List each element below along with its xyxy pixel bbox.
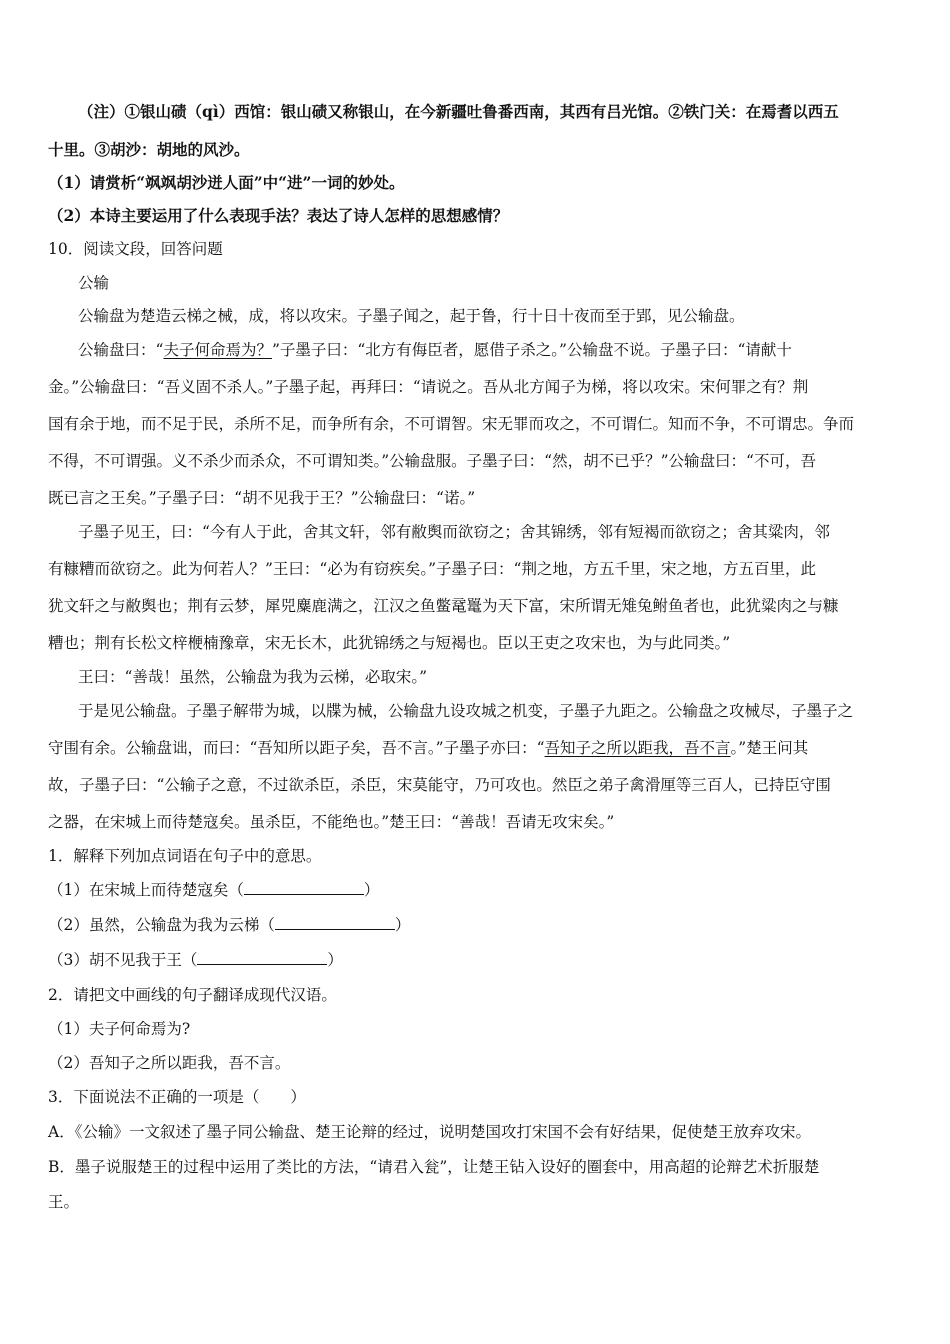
text-span: （1）在宋城上而待楚寇矣（ <box>48 881 244 899</box>
passage-paragraph-5-line-2 <box>48 737 808 759</box>
option-b-line-2[interactable]: 王。 <box>48 1193 80 1211</box>
note-line-1: （注）①银山碛（qì）西馆：银山碛又称银山，在今新疆吐鲁番西南，其西有吕光馆。②铁门关：在焉耆以西五 <box>78 102 839 121</box>
text-span: ） <box>363 881 380 899</box>
sub-question-1-item-2 <box>48 914 410 936</box>
answer-blank[interactable] <box>244 879 364 895</box>
passage-paragraph-2-line-4: 不得，不可谓强。义不杀少而杀众，不可谓知类。”公输盘服。子墨子曰：“然，胡不已乎？”公输盘曰：“不可，吾 <box>48 452 816 470</box>
passage-paragraph-3-line-1: 子墨子见王，曰：“今有人于此，舍其文轩，邻有敝舆而欲窃之；舍其锦绣，邻有短褐而欲窃之；舍其粱肉，邻 <box>78 523 830 541</box>
option-b-line-1[interactable]: B．墨子说服楚王的过程中运用了类比的方法，“请君入瓮”，让楚王钻入设好的圈套中，用高超的论辩艺术折服楚 <box>48 1158 820 1176</box>
text-span: ”子墨子曰：“北方有侮臣者，愿借子杀之。”公输盘不说。子墨子曰：“请献十 <box>271 341 792 359</box>
sub-question-2-item-1: （1）夫子何命焉为? <box>48 1020 191 1038</box>
text-span: （3）胡不见我于王（ <box>48 951 198 969</box>
sub-question-1-item-1 <box>48 879 379 901</box>
text-span: 守围有余。公输盘诎，而曰：“吾知所以距子矣，吾不言。”子墨子亦曰：“ <box>48 739 545 757</box>
text-span: 公输盘曰：“ <box>78 341 164 359</box>
passage-paragraph-2-line-3: 国有余于地，而不足于民，杀所不足，而争所有余，不可谓智。宋无罪而攻之，不可谓仁。知而不争，不可谓忠。争而 <box>48 415 855 433</box>
passage-title: 公输 <box>78 274 110 292</box>
underlined-sentence-1: 夫子何命焉为？ <box>163 341 272 359</box>
sub-question-2-item-2: （2）吾知子之所以距我，吾不言。 <box>48 1054 291 1072</box>
sub-question-1-item-3 <box>48 949 343 971</box>
underlined-sentence-2: 吾知子之所以距我，吾不言 <box>544 739 731 757</box>
passage-paragraph-5-line-3: 故，子墨子曰：“公输子之意，不过欲杀臣，杀臣，宋莫能守，乃可攻也。然臣之弟子禽滑厘等三百人，已持臣守围 <box>48 776 831 794</box>
passage-paragraph-3-line-2: 有糠糟而欲窃之。此为何若人？”王曰：“必为有窃疾矣。”子墨子曰：“荆之地，方五千里，宋之地，方五百里，此 <box>48 560 816 578</box>
poem-question-1: （1）请赏析“飒飒胡沙迸人面”中“进”一词的妙处。 <box>48 173 405 192</box>
passage-paragraph-5-line-1: 于是见公输盘。子墨子解带为城，以牒为械，公输盘九设攻城之机变，子墨子九距之。公输盘之攻械尽，子墨子之 <box>78 702 854 720</box>
passage-paragraph-2-line-1 <box>78 339 792 361</box>
passage-paragraph-5-line-4: 之器，在宋城上而待楚寇矣。虽杀臣，不能绝也。”楚王曰：“善哉！吾请无攻宋矣。” <box>48 813 615 831</box>
passage-paragraph-1: 公输盘为楚造云梯之械，成，将以攻宋。子墨子闻之，起于鲁，行十日十夜而至于郢，见公输盘。 <box>78 307 745 325</box>
answer-blank[interactable] <box>197 949 327 965</box>
option-a[interactable]: A．《公输》一文叙述了墨子同公输盘、楚王论辩的经过，说明楚国攻打宋国不会有好结果，促使楚王放弃攻宋。 <box>48 1123 811 1141</box>
text-span: （2）虽然，公输盘为我为云梯（ <box>48 916 275 934</box>
passage-paragraph-4: 王曰：“善哉！虽然，公输盘为我为云梯，必取宋。” <box>78 668 428 686</box>
text-span: 。”楚王问其 <box>730 739 809 757</box>
passage-paragraph-2-line-2: 金。”公输盘曰：“吾义固不杀人。”子墨子起，再拜曰：“请说之。吾从北方闻子为梯，将以攻宋。宋何罪之有？荆 <box>48 378 809 396</box>
question-10-heading: 10．阅读文段，回答问题 <box>48 240 223 258</box>
poem-question-2: （2）本诗主要运用了什么表现手法？表达了诗人怎样的思想感情？ <box>48 206 509 225</box>
passage-paragraph-3-line-3: 犹文轩之与敝舆也；荆有云梦，犀兕麋鹿满之，江汉之鱼鳖鼋鼍为天下富，宋所谓无雉兔鲋鱼者也，此犹粱肉之与糠 <box>48 597 839 615</box>
sub-question-1-heading: 1．解释下列加点词语在句子中的意思。 <box>48 847 322 865</box>
text-span: ） <box>394 916 411 934</box>
text-span: ） <box>327 951 343 969</box>
passage-paragraph-2-line-5: 既已言之王矣。”子墨子曰：“胡不见我于王？”公输盘曰：“诺。” <box>48 489 476 507</box>
sub-question-3-heading: 3．下面说法不正确的一项是（ ） <box>48 1088 306 1106</box>
note-line-2: 十里。③胡沙：胡地的风沙。 <box>48 140 250 159</box>
answer-blank[interactable] <box>275 914 395 930</box>
passage-paragraph-3-line-4: 糟也；荆有长松文梓楩楠豫章，宋无长木，此犹锦绣之与短褐也。臣以王吏之攻宋也，为与此同类。” <box>48 634 731 652</box>
sub-question-2-heading: 2．请把文中画线的句子翻译成现代汉语。 <box>48 986 337 1004</box>
